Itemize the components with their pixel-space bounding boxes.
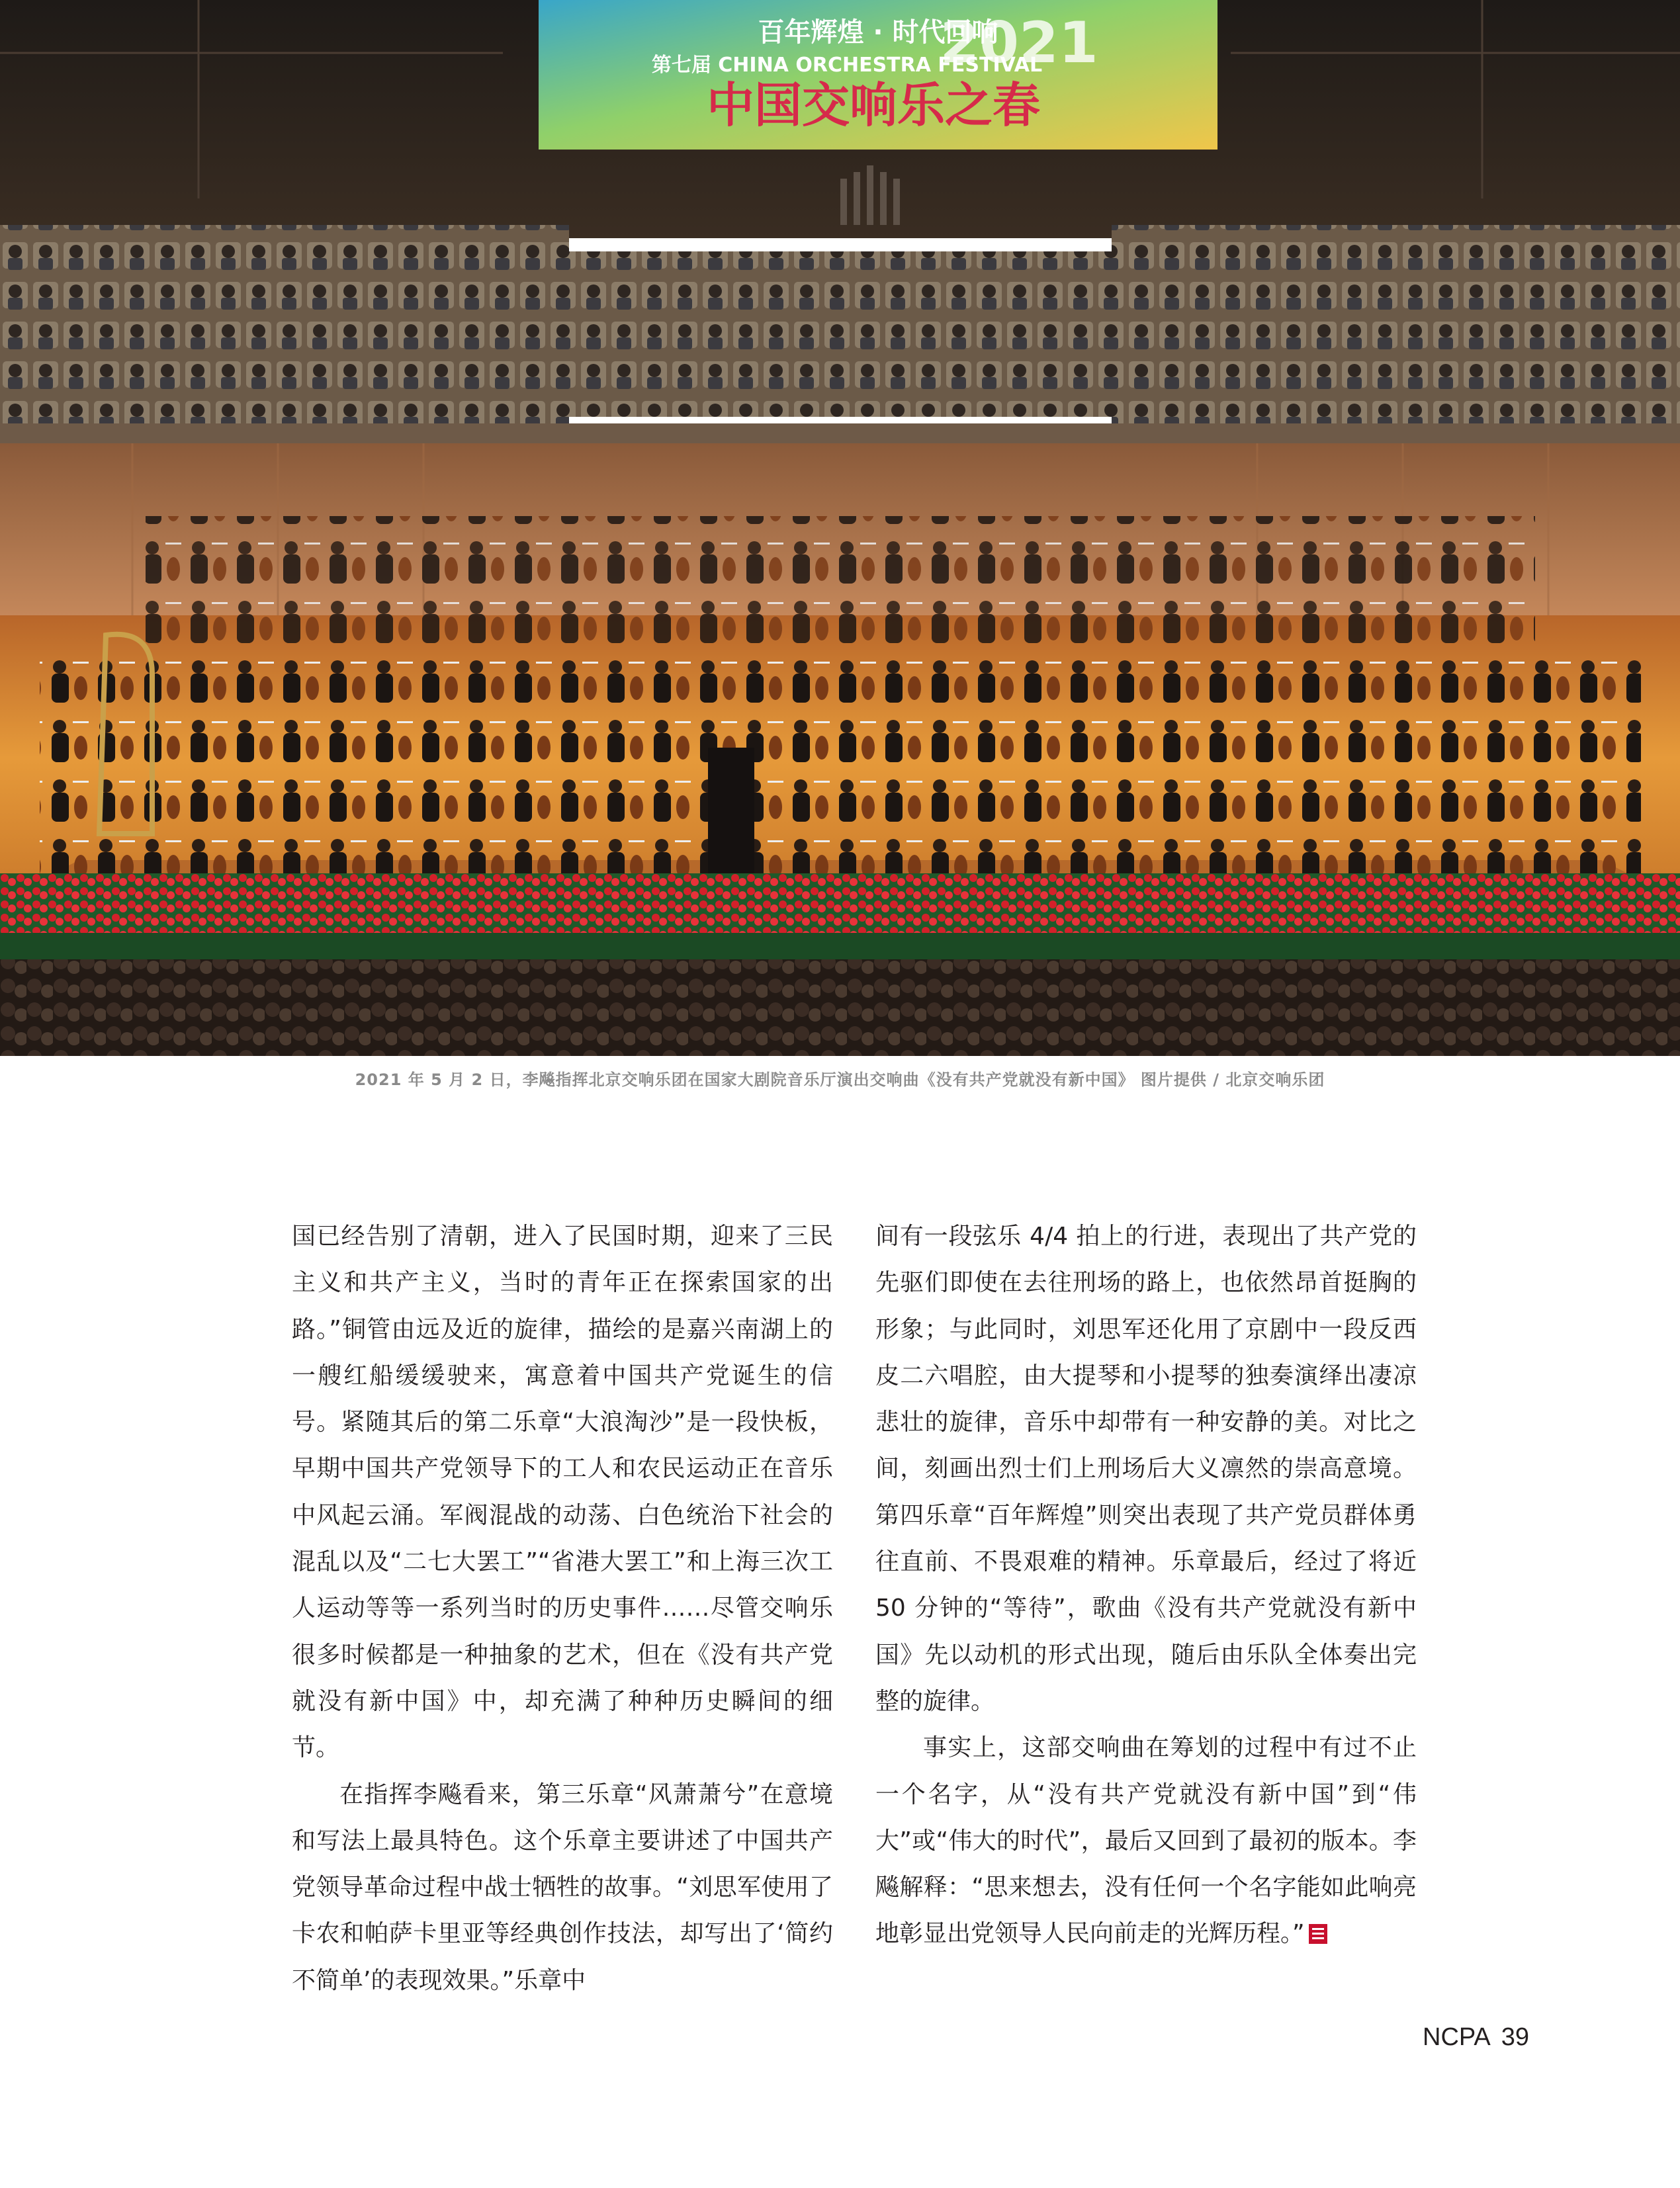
page-folio [1423, 2023, 1529, 2063]
photo-caption: 2021 年 5 月 2 日，李飚指挥北京交响乐团在国家大剧院音乐厅演出交响曲《没有共产党就没有新中国》 图片提供 / 北京交响乐团 [355, 1071, 1325, 1089]
article-paragraph: 国已经告别了清朝，进入了民国时期，迎来了三民主义和共产主义，当时的青年正在探索国家的出路。”铜管由远及近的旋律，描绘的是嘉兴南湖上的一艘红船缓缓驶来，寓意着中国共产党诞生的信号。紧随其后的第二乐章“大浪淘沙”是一段快板，早期中国共产党领导下的工人和农民运动正在音乐中风起云涌。军阀混战的动荡、白色统治下社会的混乱以及“二七大罢工”“省港大罢工”和上海三次工人运动等等一系列当时的历史事件……尽管交响乐很多时候都是一种抽象的艺术，但在《没有共产党就没有新中国》中，却充满了种种历史瞬间的细节。 [292, 1223, 833, 1762]
article-paragraph: 在指挥李飚看来，第三乐章“风萧萧兮”在意境和写法上最具特色。这个乐章主要讲述了中国共产党领导革命过程中战士牺牲的故事。“刘思军使用了卡农和帕萨卡里亚等经典创作技法，却写出了‘简约不简单’的表现效果。”乐章中 [292, 1780, 833, 1994]
article-column-left [292, 1213, 833, 2004]
banner-year: 2021 [940, 10, 1098, 76]
concert-photo [0, 0, 1680, 1056]
page-number: 39 [1501, 2023, 1530, 2051]
article-paragraph: 间有一段弦乐 4/4 拍上的行进，表现出了共产党的先驱们即使在去往刑场的路上，也依然昂首挺胸的形象；与此同时，刘思军还化用了京剧中一段反西皮二六唱腔，由大提琴和小提琴的独奏演绎出凄凉悲壮的旋律，音乐中却带有一种安静的美。对比之间，刻画出烈士们上刑场后大义凛然的崇高意境。第四乐章“百年辉煌”则突出表现了共产党员群体勇往直前、不畏艰难的精神。乐章最后，经过了将近 50 分钟的“等待”，歌曲《没有共产党就没有新中国》先以动机的形式出现，随后由乐队全体奏出完整的旋律。 [875, 1223, 1417, 1715]
magazine-name: NCPA [1423, 2023, 1491, 2051]
ncpa-end-mark-icon [1309, 1924, 1327, 1944]
article-column-right [875, 1213, 1417, 1958]
article-paragraph-text: 事实上，这部交响曲在筹划的过程中有过不止一个名字，从“没有共产党就没有新中国”到“伟大”或“伟大的时代”，最后又回到了最初的版本。李飚解释：“思来想去，没有任何一个名字能如此响亮地彰显出党领导人民向前走的光辉历程。” [875, 1734, 1417, 1948]
banner-line3: 中国交响乐之春 [706, 77, 1041, 133]
concert-hall-illustration [0, 0, 1680, 1056]
banner-line2: 第七届 CHINA ORCHESTRA FESTIVAL [651, 54, 1043, 77]
article-paragraph-last [875, 1725, 1417, 1957]
banner-line1: 百年辉煌 · 时代回响 [758, 17, 998, 48]
